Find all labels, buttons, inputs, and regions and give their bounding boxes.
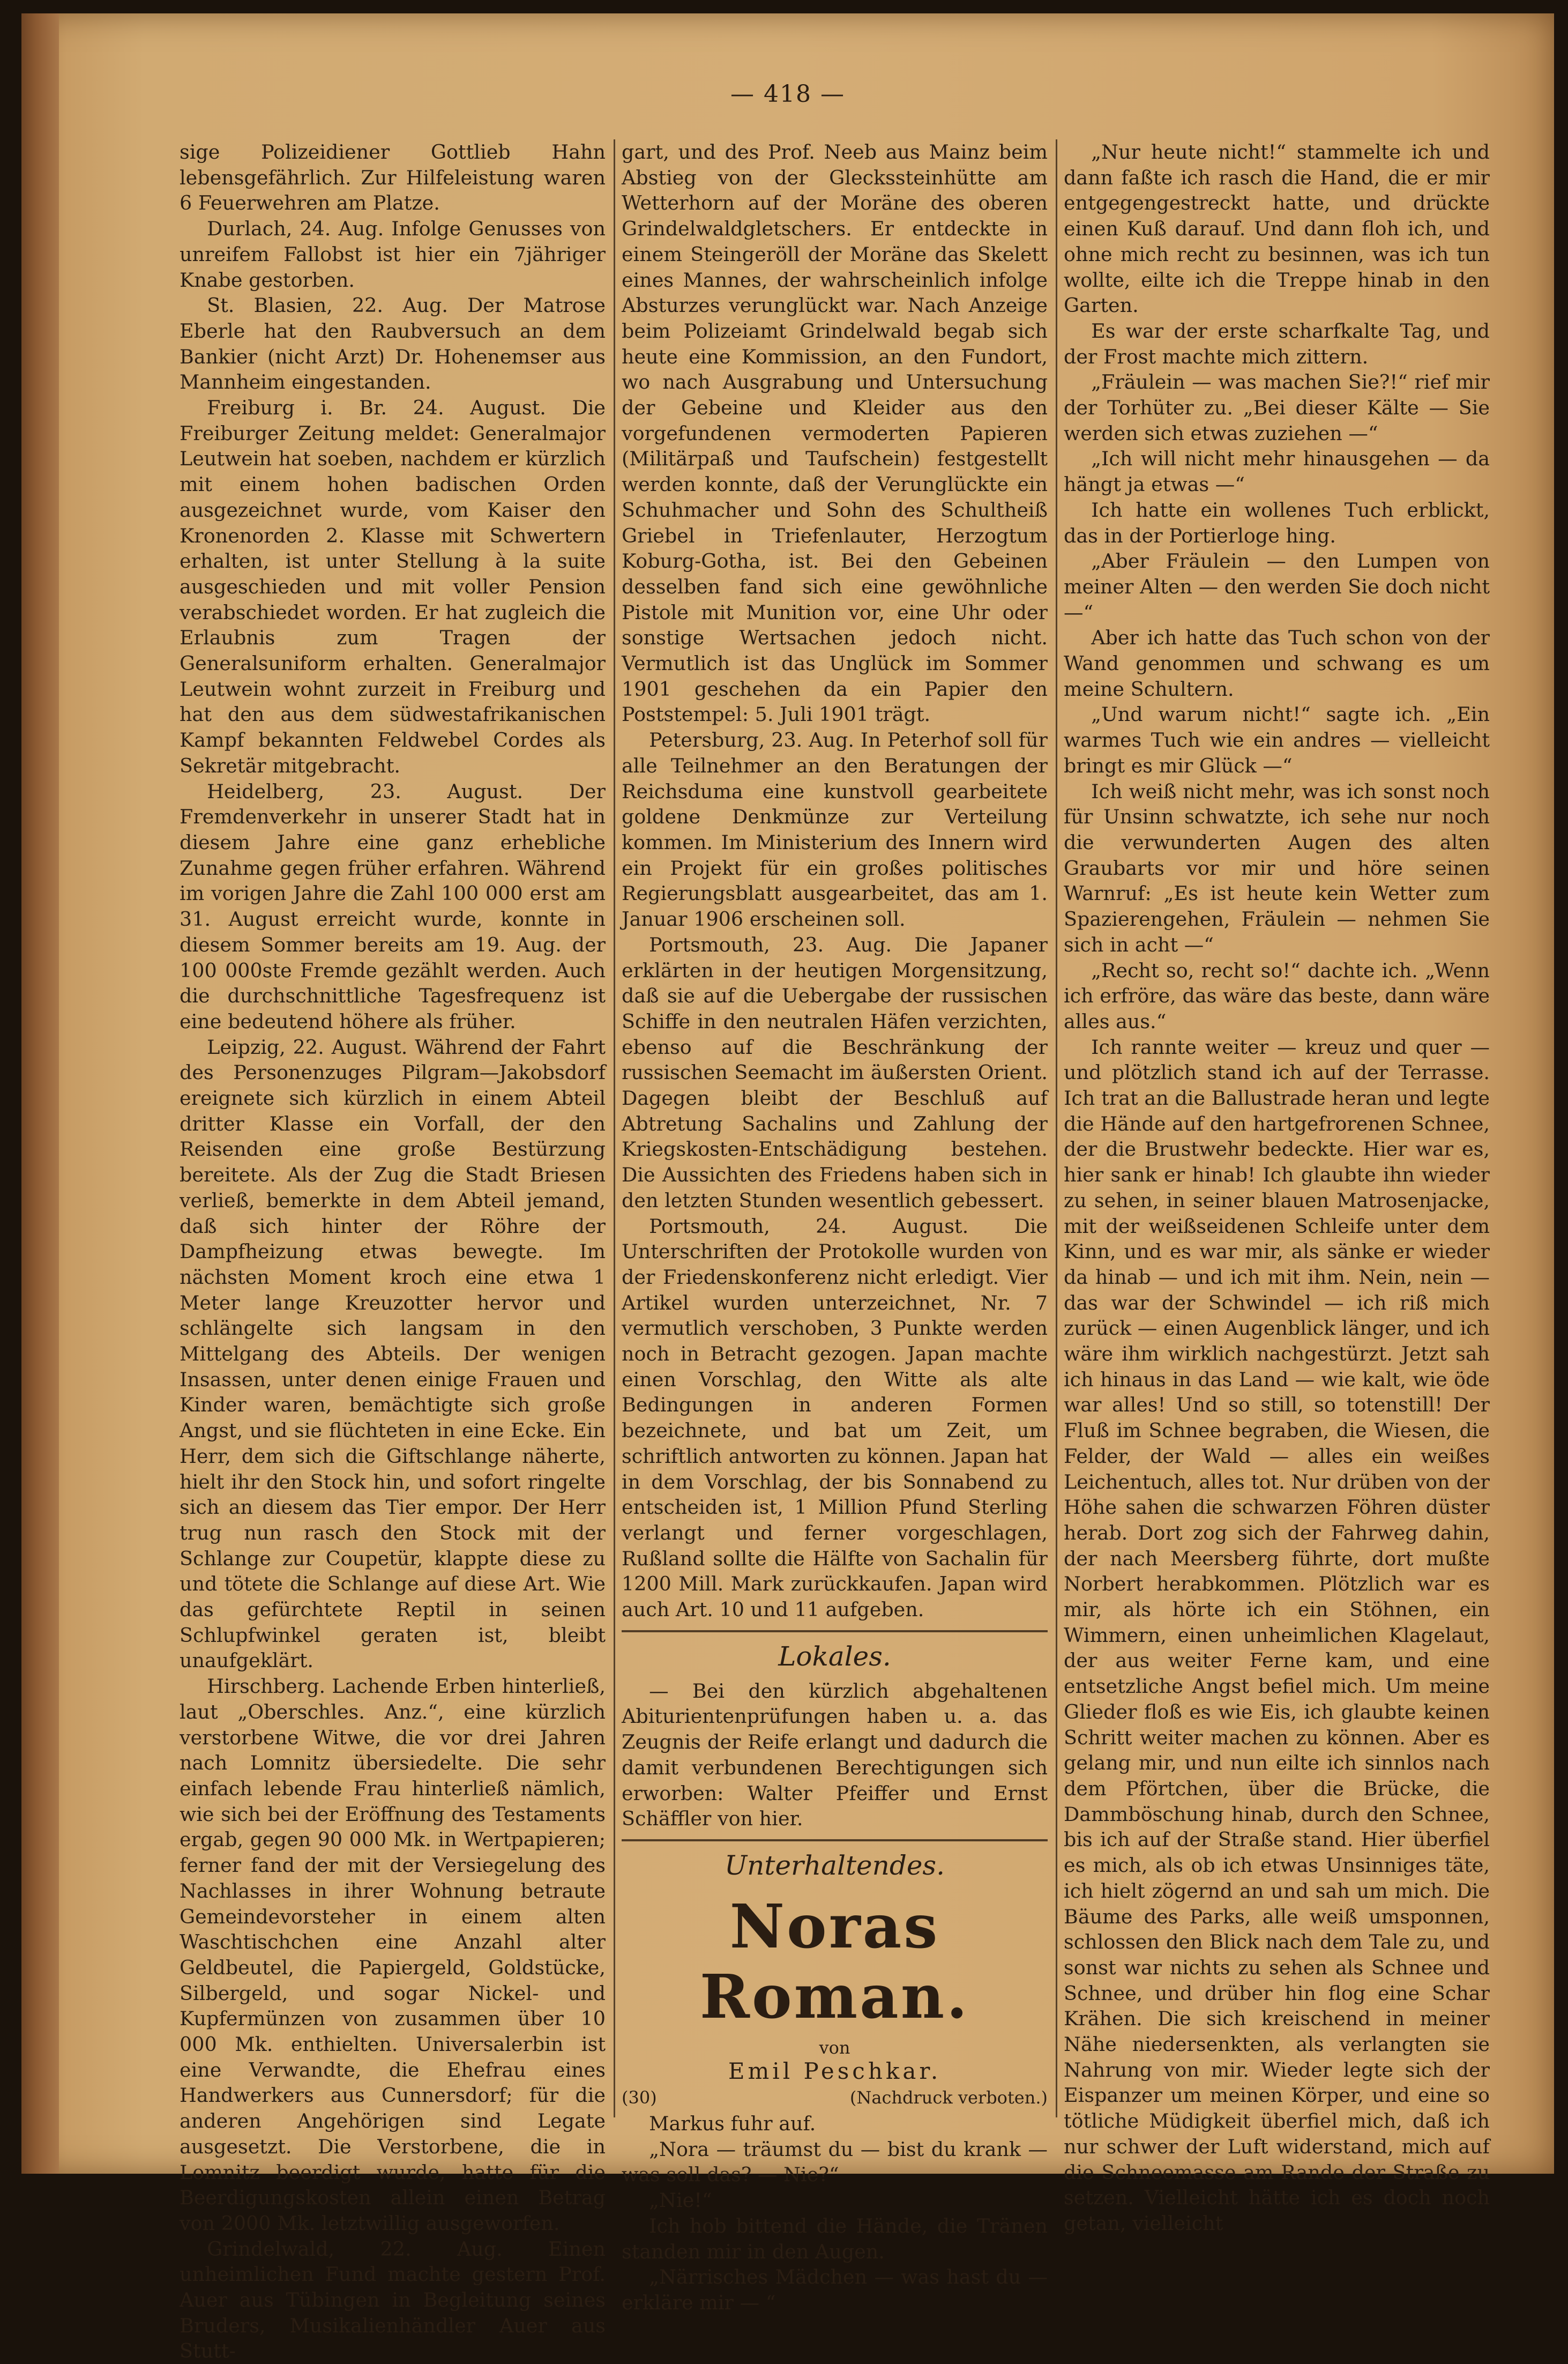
section-divider bbox=[622, 1839, 1048, 1841]
newspaper-page bbox=[21, 13, 1554, 2363]
column-3 bbox=[1064, 139, 1490, 2235]
serial-title: Noras Roman. bbox=[699, 1892, 970, 2032]
serial-meta bbox=[622, 2087, 1048, 2108]
serial-author: Emil Peschkar. bbox=[728, 2058, 942, 2084]
lokales-paragraph: — Bei den kürzlich abgehaltenen Abiturientenprüfungen haben u. a. das Zeugnis der Reife erlangt und dadurch die damit verbundenen Berechtigungen sich erworben: Walter Pfeiffer und Ernst Schäffler von hier. bbox=[622, 1679, 1048, 1831]
serial-paragraph: Markus fuhr auf. bbox=[649, 2112, 816, 2135]
article-paragraph: Durlach, 24. Aug. Infolge Genusses von unreifem Fallobst ist hier ein 7jähriger Knabe gestorben. bbox=[180, 217, 606, 292]
article-paragraph: Portsmouth, 24. August. Die Unterschriften der Protokolle wurden von der Friedenskonferenz nicht erledigt. Vier Artikel wurden unterzeichnet, Nr. 7 vermutlich verschoben, 3 Punkte werden noch in Betracht gezogen. Japan machte einen Vorschlag, den Witte als alte Bedingungen in anderen Formen bezeichnete, und bat um Zeit, um schriftlich antworten zu können. Japan hat in dem Vorschlag, der bis Sonnabend zu entscheiden ist, 1 Million Pfund Sterling verlangt und ferner vorgeschlagen, Rußland sollte die Hälfte von Sachalin für 1200 Mill. Mark zurückkaufen. Japan wird auch Art. 10 und 11 aufgeben. bbox=[622, 1214, 1048, 1622]
article-paragraph: gart, und des Prof. Neeb aus Mainz beim Abstieg von der Gleckssteinhütte am Wetterhorn auf der Moräne des oberen Grindelwaldgletschers. Er entdeckte in einem Steingeröll der Moräne das Skelett eines Mannes, der wahrscheinlich infolge Absturzes verunglückt war. Nach Anzeige beim Polizeiamt Grindelwald begab sich heute eine Kommission, an den Fundort, wo nach Ausgrabung und Untersuchung der Gebeine und Kleider aus den vorgefundenen vermoderten Papieren (Militärpaß und Taufschein) festgestellt werden konnte, daß der Verunglückte ein Schuhmacher und Sohn des Schultheiß Griebel in Triefenlauter, Herzogtum Koburg-Gotha, ist. Bei den Gebeinen desselben fand sich eine gewöhnliche Pistole mit Munition vor, eine Uhr oder sonstige Wertsachen jedoch nicht. Vermutlich ist das Unglück im Sommer 1901 geschehen da ein Papier den Poststempel: 5. Juli 1901 trägt. bbox=[622, 140, 1048, 726]
reprint-notice: (Nachdruck verboten.) bbox=[849, 2087, 1048, 2108]
serial-paragraph: Ich hob bittend die Hände, die Tränen standen mir in den Augen. bbox=[622, 2214, 1048, 2263]
serial-paragraph: „Nur heute nicht!“ stammelte ich und dann faßte ich rasch die Hand, die er mir entgegengestreckt hatte, und drückte einen Kuß darauf. Und dann floh ich, und ohne mich recht zu besinnen, was ich tun wollte, eilte ich die Treppe hinab in den Garten. bbox=[1064, 140, 1490, 317]
column-rule bbox=[1056, 139, 1057, 2117]
serial-paragraph: „Aber Fräulein — den Lumpen von meiner Alten — den werden Sie doch nicht —“ bbox=[1064, 549, 1490, 624]
column-2 bbox=[622, 139, 1048, 2314]
article-paragraph: Freiburg i. Br. 24. August. Die Freiburger Zeitung meldet: Generalmajor Leutwein hat soeben, nachdem er kürzlich mit einem hohen badischen Orden ausgezeichnet wurde, vom Kaiser den Kronenorden 2. Klasse mit Schwertern erhalten, ist unter Stellung à la suite ausgeschieden und mit voller Pension verabschiedet worden. Er hat zugleich die Erlaubnis zum Tragen der Generalsuniform erhalten. Generalmajor Leutwein wohnt zurzeit in Freiburg und hat den aus dem südwestafrikanischen Kampf bekannten Feldwebel Cordes als Sekretär mitgebracht. bbox=[180, 396, 606, 777]
article-paragraph: Grindelwald, 22. Aug. Einen unheimlichen Fund machte gestern Prof. Auer aus Tübingen in Begleitung seines Bruders, Musikalienhändler Auer aus Stutt- bbox=[180, 2237, 606, 2363]
serial-paragraph: Ich weiß nicht mehr, was ich sonst noch für Unsinn schwatzte, ich sehe nur noch die verwunderten Augen des alten Graubarts vor mir und höre seinen Warnruf: „Es ist heute kein Wetter zum Spazierengehen, Fräulein — nehmen Sie sich in acht —“ bbox=[1064, 779, 1490, 956]
serial-paragraph: „Und warum nicht!“ sagte ich. „Ein warmes Tuch wie ein andres — vielleicht bringt es mir Glück —“ bbox=[1064, 703, 1490, 777]
column-1 bbox=[180, 139, 606, 2363]
article-paragraph: St. Blasien, 22. Aug. Der Matrose Eberle hat den Raubversuch an dem Bankier (nicht Arzt) Dr. Hohenemser aus Mannheim eingestanden. bbox=[180, 294, 606, 394]
serial-episode: (30) bbox=[622, 2087, 657, 2108]
serial-paragraph: Ich rannte weiter — kreuz und quer — und plötzlich stand ich auf der Terrasse. Ich trat an die Ballustrade heran und legte die Hände auf den hartgefrorenen Schnee, der die Brustwehr bedeckte. Hier war es, hier sank er hinab! Ich glaubte ihn wieder zu sehen, in seiner blauen Matrosenjacke, mit der weißseidenen Schleife unter dem Kinn, und es war mir, als sänke er wieder da hinab — und ich mit ihm. Nein, nein — das war der Schwindel — ich riß mich zurück — einen Augenblick länger, und ich wäre ihm wirklich nachgestürzt. Jetzt sah ich hinaus in das Land — wie kalt, wie öde war alles! Und so still, so totenstill! Der Fluß im Schnee begraben, die Wiesen, die Felder, der Wald — alles ein weißes Leichentuch, alles tot. Nur drüben von der Höhe sahen die schwarzen Föhren düster herab. Dort zog sich der Fahrweg dahin, der nach Meersberg führte, dort mußte Norbert herabkommen. Plötzlich war es mir, als hörte ich ein Stöhnen, ein Wimmern, einen unheimlichen Klagelaut, der aus weiter Ferne kam, und eine entsetzliche Angst befiel mich. Um meine Glieder floß es wie Eis, ich glaubte keinen Schritt weiter machen zu können. Aber es gelang mir, und nun eilte ich sinnlos nach dem Pförtchen, über die Brücke, die Dammböschung hinab, durch den Schnee, bis ich auf der Straße stand. Hier überfiel es mich, als ob ich etwas Unsinniges täte, ich hielt zögernd an und sah um mich. Die Bäume des Parks, alle weiß umsponnen, schlossen den Blick nach dem Tale zu, und sonst war nichts zu sehen als Schnee und Schnee, und drüber hin flog eine Schar Krähen. Die sich kreischend in meiner Nähe niedersenkten, als verlangten sie Nahrung von mir. Wieder legte sich der Eispanzer um meinen Körper, und eine so tötliche Müdigkeit überfiel mich, daß ich nur schwer der Luft widerstand, mich auf die Schneemasse am Rande der Straße zu setzen. Vielleicht hätte ich es doch noch getan, vielleicht bbox=[1064, 1035, 1490, 2235]
serial-paragraph: Aber ich hatte das Tuch schon von der Wand genommen und schwang es um meine Schultern. bbox=[1064, 626, 1490, 701]
serial-paragraph: „Nora — träumst du — bist du krank — was soll das? — Nie?“ bbox=[622, 2137, 1048, 2187]
serial-paragraph: „Ich will nicht mehr hinausgehen — da hängt ja etwas —“ bbox=[1064, 447, 1490, 496]
article-paragraph: Leipzig, 22. August. Während der Fahrt des Personenzuges Pilgram—Jakobsdorf ereignete sich kürzlich in einem Abteil dritter Klasse ein Vorfall, der den Reisenden eine große Bestürzung bereitete. Als der Zug die Stadt Briesen verließ, bemerkte in dem Abteil jemand, daß sich hinter der Röhre der Dampfheizung etwas bewegte. Im nächsten Moment kroch eine etwa 1 Meter lange Kreuzotter hervor und schlängelte sich langsam in den Mittelgang des Abteils. Der wenigen Insassen, unter denen einige Frauen und Kinder waren, bemächtigte sich große Angst, und sie flüchteten in eine Ecke. Ein Herr, dem sich die Giftschlange näherte, hielt ihr den Stock hin, und sofort ringelte sich an diesem das Tier empor. Der Herr trug nun rasch den Stock mit der Schlange zur Coupetür, klappte diese zu und tötete die Schlange auf diese Art. Wie das gefürchtete Reptil in seinen Schlupfwinkel geraten ist, bleibt unaufgeklärt. bbox=[180, 1035, 606, 1672]
serial-paragraph: „Närrisches Mädchen — was hast du — erkläre mir — “ bbox=[622, 2265, 1048, 2314]
serial-paragraph: „Recht so, recht so!“ dachte ich. „Wenn ich erfröre, das wäre das beste, dann wäre alles aus.“ bbox=[1064, 958, 1490, 1033]
serial-paragraph: Ich hatte ein wollenes Tuch erblickt, das in der Portierloge hing. bbox=[1064, 498, 1490, 547]
column-rule bbox=[614, 139, 615, 2117]
page-number: — 418 — bbox=[730, 80, 845, 108]
article-paragraph: Hirschberg. Lachende Erben hinterließ, laut „Oberschles. Anz.“, eine kürzlich verstorbene Witwe, die vor drei Jahren nach Lomnitz übersiedelte. Die sehr einfach lebende Frau hinterließ nämlich, wie sich bei der Eröffnung des Testaments ergab, gegen 90 000 Mk. in Wertpapieren; ferner fand der mit der Versiegelung des Nachlasses in ihrer Wohnung betraute Gemeindevorsteher in einem alten Waschtischchen eine Anzahl alter Geldbeutel, die Papiergeld, Goldstücke, Silbergeld, und sogar Nickel- und Kupfermünzen von zusammen über 10 000 Mk. enthielten. Universalerbin ist eine Verwandte, die Ehefrau eines Handwerkers aus Cunnersdorf; für die anderen Angehörigen sind Legate ausgesetzt. Die Verstorbene, die in Lomnitz beerdigt wurde, hatte für die Beerdigungskosten allein einen Betrag von 2000 Mk. letztwillig ausgeworfen. bbox=[180, 1675, 606, 2235]
section-divider bbox=[622, 1630, 1048, 1632]
serial-von: von bbox=[819, 2038, 850, 2058]
article-paragraph: Petersburg, 23. Aug. In Peterhof soll für alle Teilnehmer an den Beratungen der Reichsduma eine kunstvoll gearbeitete goldene Denkmünze zur Verteilung kommen. Im Ministerium des Innern wird ein Projekt für ein großes politisches Regierungsblatt ausgearbeitet, das am 1. Januar 1906 erscheinen soll. bbox=[622, 728, 1048, 931]
article-paragraph: Heidelberg, 23. August. Der Fremdenverkehr in unserer Stadt hat in diesem Jahre eine ganz erhebliche Zunahme gegen früher erfahren. Während im vorigen Jahre die Zahl 100 000 erst am 31. August erreicht wurde, konnte in diesem Sommer bereits am 19. Aug. der 100 000ste Fremde gezählt werden. Auch die durchschnittliche Tagesfrequenz ist eine bedeutend höhere als früher. bbox=[180, 779, 606, 1033]
serial-paragraph: Es war der erste scharfkalte Tag, und der Frost machte mich zittern. bbox=[1064, 319, 1490, 368]
section-heading-unterhaltendes: Unterhaltendes. bbox=[725, 1850, 945, 1881]
serial-paragraph: „Nie!“ bbox=[649, 2189, 712, 2212]
article-paragraph: Portsmouth, 23. Aug. Die Japaner erklärten in der heutigen Morgensitzung, daß sie auf die Uebergabe der russischen Schiffe in den neutralen Häfen verzichten, ebenso auf die Beschränkung der russischen Seemacht im äußersten Orient. Dagegen bleibt der Beschluß auf Abtretung Sachalins und Zahlung der Kriegskosten-Entschädigung bestehen. Die Aussichten des Friedens haben sich in den letzten Stunden wesentlich gebessert. bbox=[622, 933, 1048, 1212]
serial-paragraph: „Fräulein — was machen Sie?!“ rief mir der Torhüter zu. „Bei dieser Kälte — Sie werden sich etwas zuziehen —“ bbox=[1064, 370, 1490, 445]
book-binding-edge bbox=[21, 13, 59, 2174]
article-paragraph: sige Polizeidiener Gottlieb Hahn lebensgefährlich. Zur Hilfeleistung waren 6 Feuerwehren am Platze. bbox=[180, 140, 606, 215]
section-heading-lokales: Lokales. bbox=[778, 1640, 891, 1672]
